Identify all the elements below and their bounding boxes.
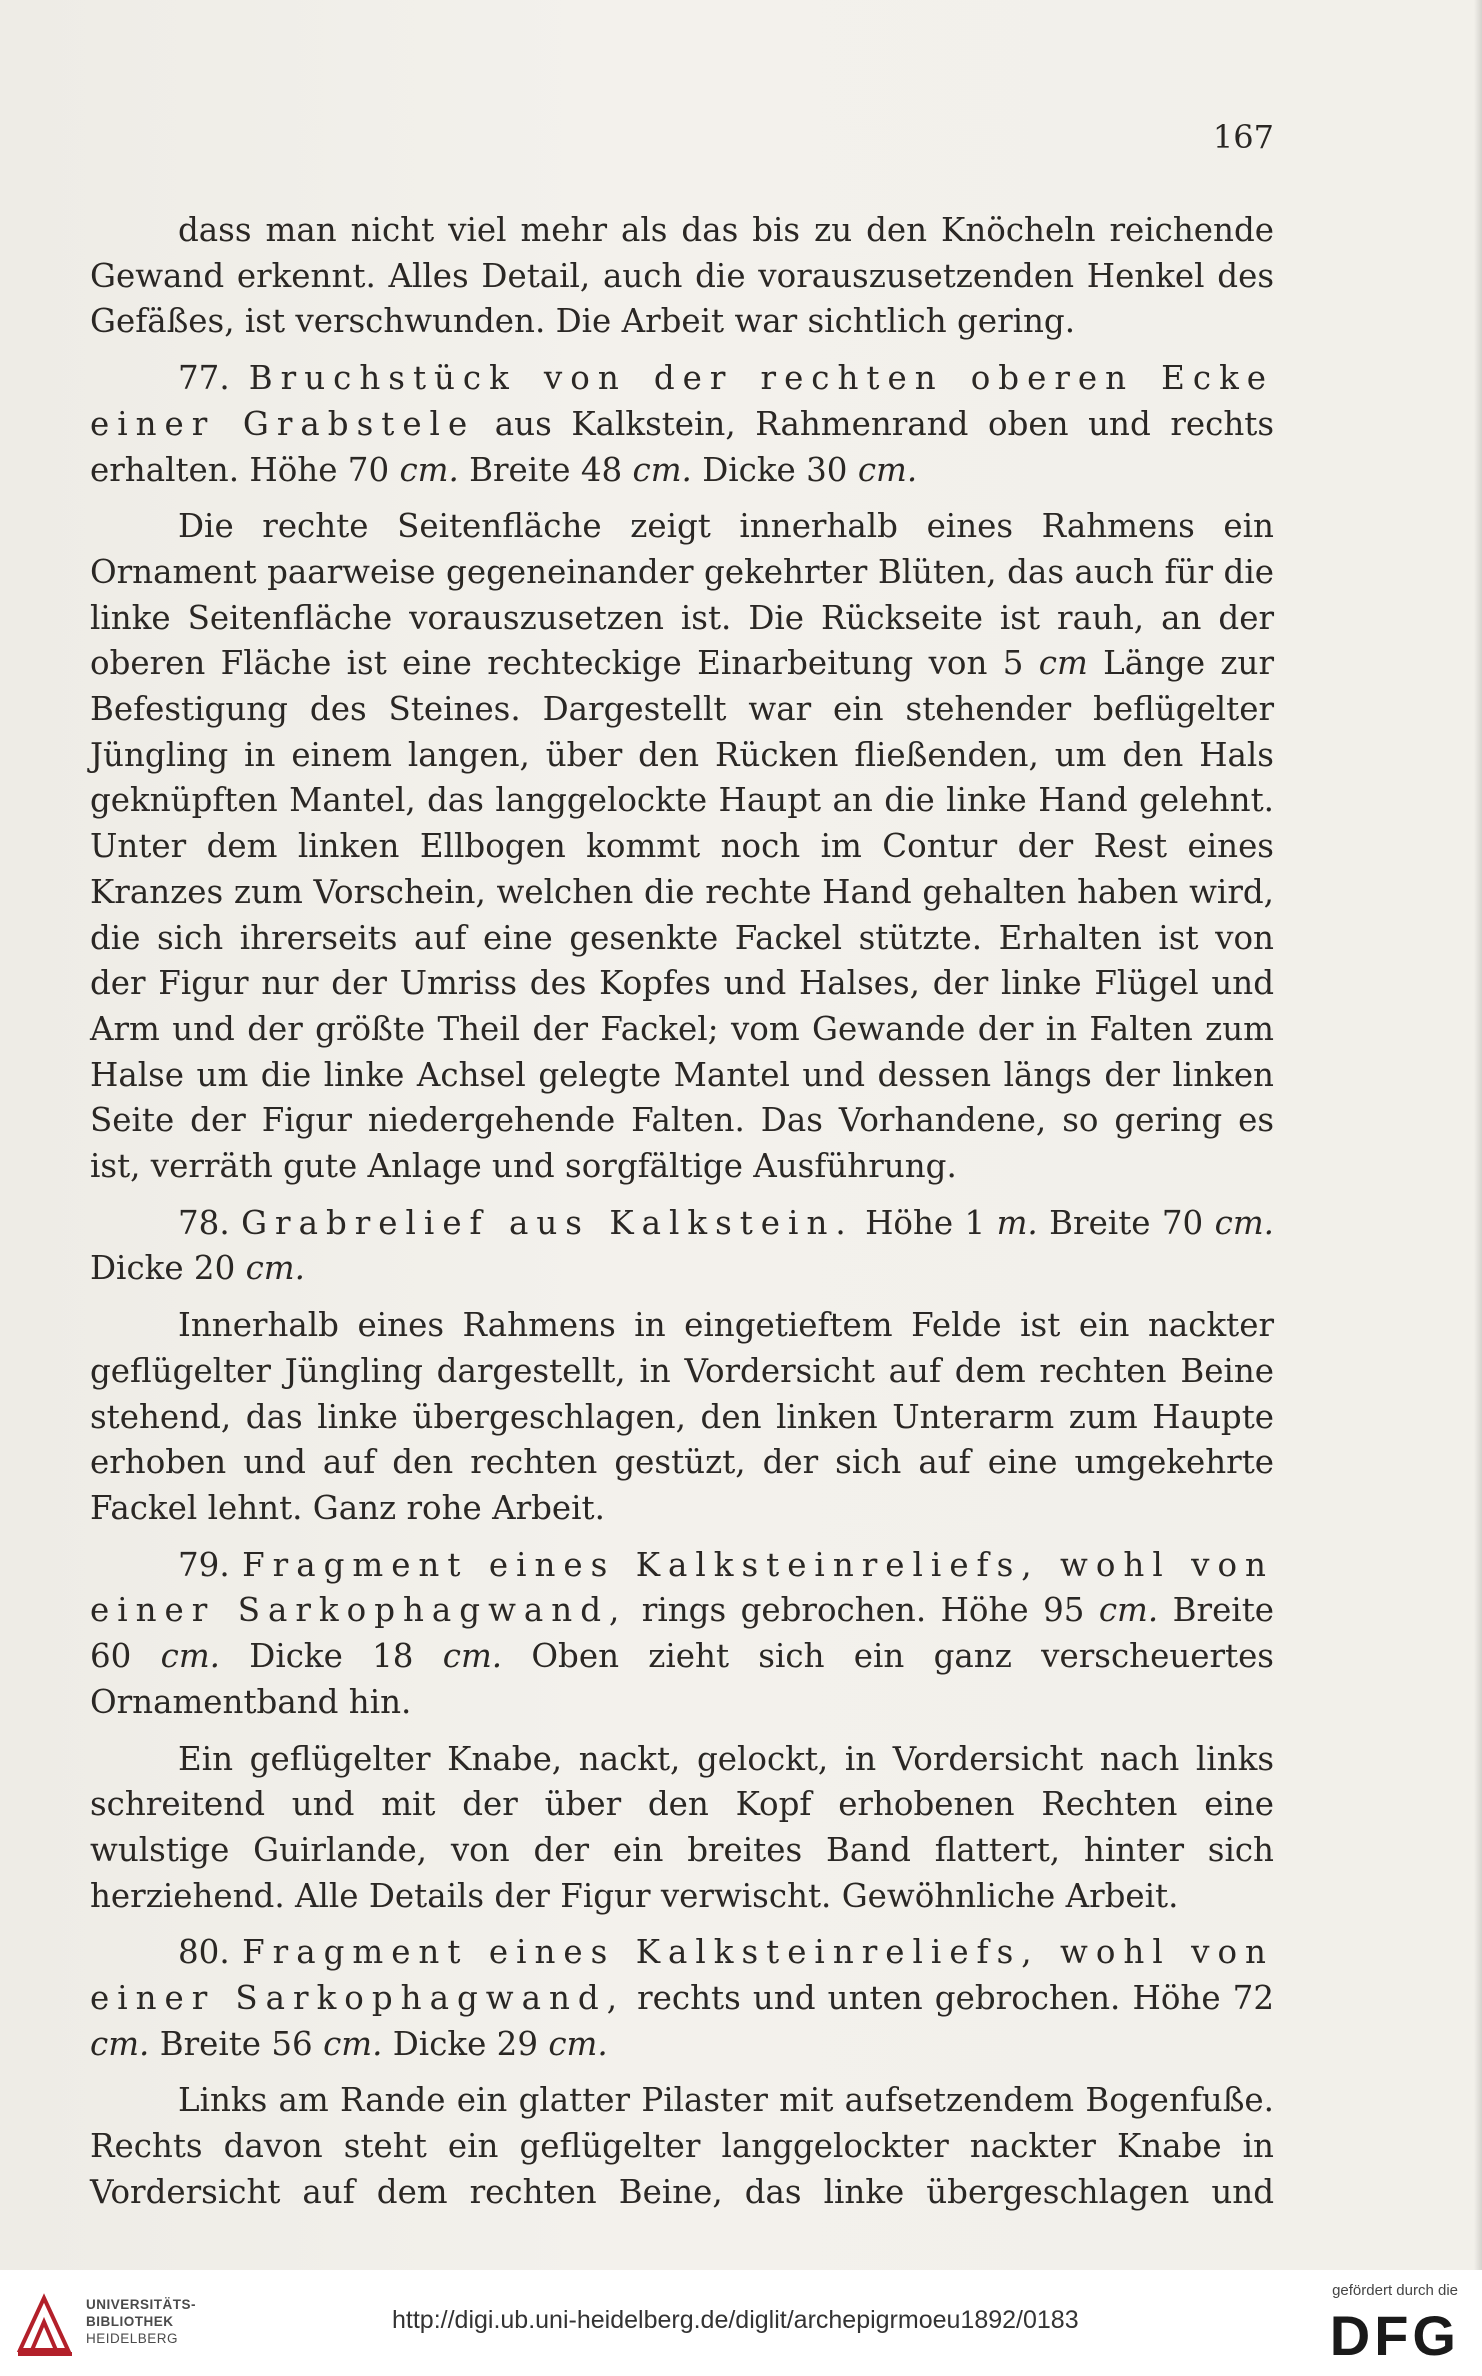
- paragraph: [90, 1303, 1274, 1532]
- unit: cm.: [245, 1249, 305, 1288]
- library-name-line: BIBLIOTHEK: [86, 2314, 174, 2329]
- paragraph: [90, 2078, 1274, 2215]
- text-run: Die rechte Seitenfläche zeigt innerhalb eines Rahmens ein Ornament paarweise gegeneinander gekehrter Blüten, das auch für die linke Seitenfläche vorauszusetzen ist. Die Rückseite ist rauh, an der oberen Fläche ist eine rechteckige Einarbeitung von 5: [90, 507, 1274, 683]
- body-text: [90, 208, 1274, 2216]
- catalog-entry-79: [90, 1543, 1274, 1726]
- paragraph: [90, 208, 1274, 345]
- text-run: Länge zur Befestigung des Steines. Dargestellt war ein stehender beflügelter Jüngling in einem langen, über den Rücken fließenden, um den Hals geknüpften Mantel, das langgelockte Haupt an die linke Hand gelehnt. Unter dem linken Ellbogen kommt noch im Contur der Rest eines Kranzes zum Vorschein, welchen die rechte Hand gehalten haben wird, die sich ihrerseits auf eine gesenkte Fackel stützte. Erhalten ist von der Figur nur der Umriss des Kopfes und Halses, der linke Flügel und Arm und der größte Theil der Fackel; vom Gewande der in Falten zum Halse um die linke Achsel gelegte Mantel und dessen längs der linken Seite der Figur niedergehende Falten. Das Vorhandene, so gering es ist, verräth gute Anlage und sorgfältige Ausführung.: [90, 644, 1274, 1186]
- unit: cm.: [1214, 1203, 1274, 1242]
- catalog-entry-80: [90, 1930, 1274, 2067]
- library-name: [86, 2296, 196, 2347]
- entry-title: Fragment eines Kalksteinreliefs, wohl von einer Sarkophagwand,: [90, 1545, 1274, 1630]
- text-run: Dicke 30: [691, 450, 858, 489]
- entry-title: Bruchstück von der rechten oberen Ecke einer Grabstele: [90, 359, 1274, 443]
- entry-number: 80.: [178, 1933, 243, 1972]
- dfg-logo: DFG: [1329, 2304, 1460, 2367]
- text-run: Dicke 29: [382, 2024, 549, 2063]
- text-run: rings gebrochen. Höhe 95: [627, 1591, 1099, 1630]
- catalog-entry-77: [90, 356, 1274, 493]
- text-run: Oben zieht sich ein ganz verscheuertes Ornamentband hin.: [90, 1637, 1274, 1721]
- text-run: Dicke 18: [220, 1637, 443, 1676]
- text-run: Höhe 1: [853, 1203, 997, 1242]
- funder-label: gefördert durch die: [1332, 2282, 1458, 2299]
- unit: cm.: [399, 450, 459, 489]
- text-run: rechts und unten gebrochen. Höhe 72: [625, 1979, 1274, 2018]
- entry-number: 78.: [178, 1203, 242, 1242]
- entry-number: 77.: [178, 359, 249, 398]
- unit: m.: [996, 1203, 1038, 1242]
- text-run: Ein geflügelter Knabe, nackt, gelockt, in Vordersicht nach links schreitend und mit der über den Kopf erhobenen Rechten eine wulstige Guirlande, von der ein breites Band flattert, hinter sich herziehend. Alle Details der Figur verwischt. Gewöhnliche Arbeit.: [90, 1739, 1274, 1915]
- entry-title: Grabrelief aus Kalkstein.: [241, 1203, 854, 1242]
- text-run: aus Kalkstein, Rahmenrand oben und rechts erhalten. Höhe 70: [90, 404, 1275, 489]
- unit: cm.: [160, 1637, 220, 1676]
- text-run: Breite 48: [458, 450, 633, 489]
- library-name-line: UNIVERSITÄTS-: [86, 2297, 197, 2312]
- unit: cm.: [323, 2024, 383, 2063]
- unit: cm.: [632, 450, 692, 489]
- text-run: Breite 60: [90, 1591, 1274, 1676]
- text-run: Innerhalb eines Rahmens in eingetieftem Felde ist ein nackter geflügelter Jüngling dargestellt, in Vordersicht auf dem rechten Beine stehend, das linke übergeschlagen, den linken Unterarm zum Haupte erhoben und auf den rechten gestüzt, der sich auf eine umgekehrte Fackel lehnt. Ganz rohe Arbeit.: [90, 1306, 1274, 1527]
- paragraph: [90, 504, 1274, 1190]
- unit: cm.: [548, 2024, 608, 2063]
- page-number: 167: [1212, 118, 1274, 156]
- entry-title: Fragment eines Kalksteinreliefs, wohl von einer Sarkophagwand,: [90, 1933, 1274, 2018]
- permalink-url[interactable]: http://digi.ub.uni-heidelberg.de/diglit/archepigrmoeu1892/0183: [392, 2306, 1079, 2334]
- text-run: Breite 56: [149, 2024, 324, 2063]
- paragraph: [90, 1737, 1274, 1920]
- unit: cm: [1038, 644, 1088, 683]
- text-run: Links am Rande ein glatter Pilaster mit aufsetzendem Bogenfuße. Rechts davon steht ein geflügelter langgelockter nackter Knabe in Vordersicht auf dem rechten Beine, das linke übergeschlagen und: [90, 2081, 1274, 2211]
- unit: cm.: [1098, 1591, 1159, 1630]
- unit: cm.: [90, 2024, 150, 2063]
- text-run: dass man nicht viel mehr als das bis zu den Knöcheln reichende Gewand erkennt. Alles Detail, auch die vorauszusetzenden Henkel des Gefäßes, ist verschwunden. Die Arbeit war sichtlich gering.: [90, 211, 1274, 341]
- text-run: Dicke 20: [90, 1249, 246, 1288]
- page-edge-shadow: [1474, 0, 1482, 2270]
- unit: cm.: [857, 450, 918, 489]
- university-library-logo-icon: [14, 2290, 76, 2360]
- library-name-line: HEIDELBERG: [86, 2331, 179, 2346]
- entry-number: 79.: [178, 1545, 243, 1584]
- catalog-entry-78: [90, 1201, 1274, 1292]
- unit: cm.: [442, 1637, 503, 1676]
- digitization-footer: [0, 2270, 1482, 2376]
- text-run: Breite 70: [1037, 1203, 1215, 1242]
